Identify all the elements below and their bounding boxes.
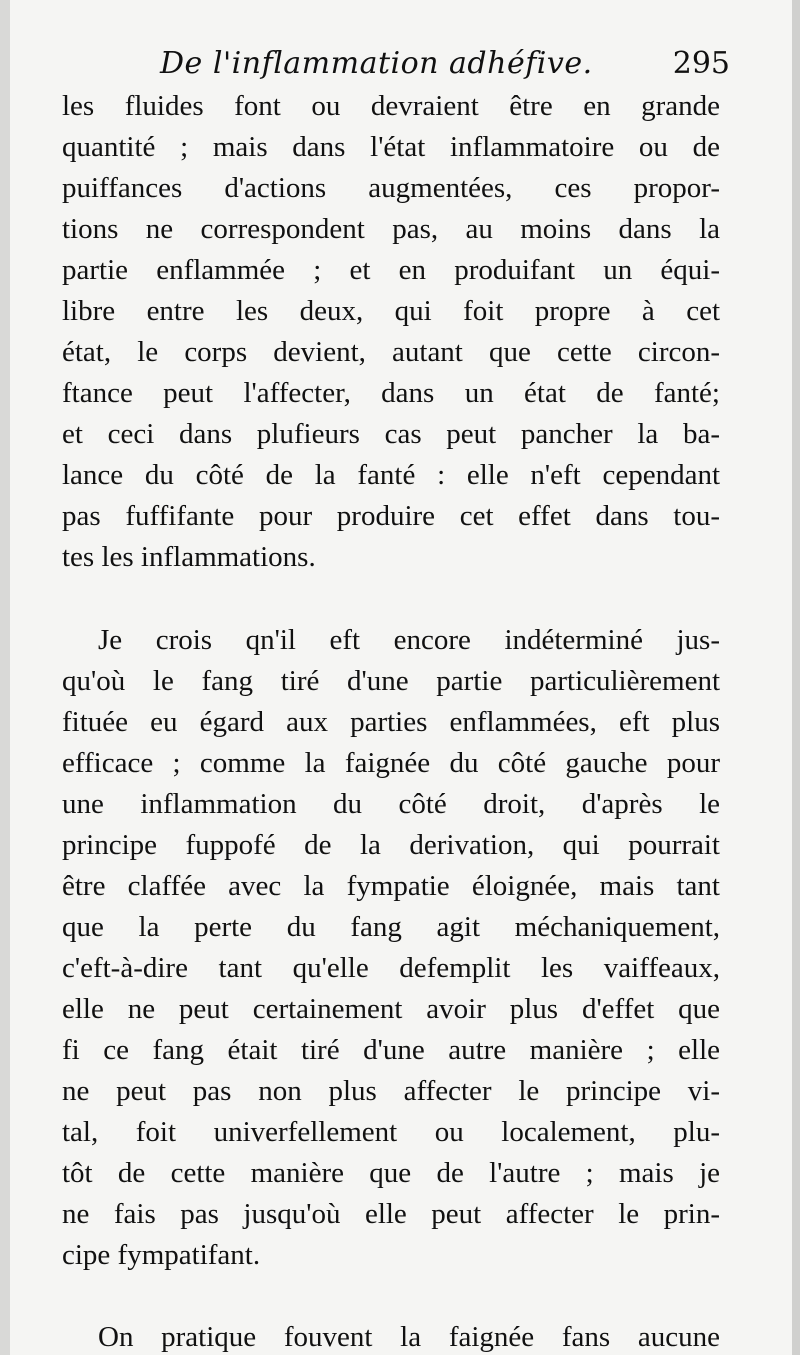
text-line: fi ce fang était tiré d'une autre manière ; elle (62, 1034, 720, 1066)
text-line: elle ne peut certainement avoir plus d'effet que (62, 993, 720, 1025)
running-title: De l'inflammation adhéfive. (160, 46, 593, 81)
text-line: tal, foit univerfellement ou localement, plu- (62, 1116, 720, 1148)
text-line: libre entre les deux, qui foit propre à cet (62, 295, 720, 327)
text-line: qu'où le fang tiré d'une partie particulièrement (62, 665, 720, 697)
text-line: cipe fympatifant. (62, 1239, 261, 1271)
text-line: état, le corps devient, autant que cette circon- (62, 336, 720, 368)
page-number: 295 (672, 46, 730, 81)
text-line: que la perte du fang agit méchaniquement, (62, 911, 720, 943)
paragraph-spacer (62, 578, 720, 620)
text-line: être claffée avec la fympatie éloignée, mais tant (62, 870, 720, 902)
text-line: ne peut pas non plus affecter le principe vi- (62, 1075, 720, 1107)
text-line: efficace ; comme la faignée du côté gauche pour (62, 747, 720, 779)
body-text (62, 86, 720, 1358)
text-line: principe fuppofé de la derivation, qui pourrait (62, 829, 720, 861)
text-line: Je crois qn'il eft encore indéterminé jus- (98, 624, 720, 656)
text-line: lance du côté de la fanté : elle n'eft cependant (62, 459, 720, 491)
text-line: partie enflammée ; et en produifant un équi- (62, 254, 720, 286)
text-line: tes les inflammations. (62, 541, 316, 573)
text-line: ne fais pas jusqu'où elle peut affecter le prin- (62, 1198, 720, 1230)
page-header (160, 46, 730, 86)
text-line: pas fuffifante pour produire cet effet dans tou- (62, 500, 720, 532)
text-line: une inflammation du côté droit, d'après le (62, 788, 720, 820)
text-line: puiffances d'actions augmentées, ces propor- (62, 172, 720, 204)
text-line: tôt de cette manière que de l'autre ; mais je (62, 1157, 720, 1189)
text-line: et ceci dans plufieurs cas peut pancher la ba- (62, 418, 720, 450)
text-line: quantité ; mais dans l'état inflammatoire ou de (62, 131, 720, 163)
text-line: c'eft-à-dire tant qu'elle defemplit les vaiffeaux, (62, 952, 720, 984)
paragraph-2 (62, 620, 720, 1276)
text-line: fituée eu égard aux parties enflammées, eft plus (62, 706, 720, 738)
text-line: tions ne correspondent pas, au moins dans la (62, 213, 720, 245)
paragraph-1 (62, 86, 720, 578)
text-line: On pratique fouvent la faignée fans aucune (98, 1321, 720, 1353)
text-line: les fluides font ou devraient être en grande (62, 90, 720, 122)
paragraph-3 (62, 1317, 720, 1358)
text-line: ftance peut l'affecter, dans un état de fanté; (62, 377, 720, 409)
paragraph-spacer (62, 1276, 720, 1317)
